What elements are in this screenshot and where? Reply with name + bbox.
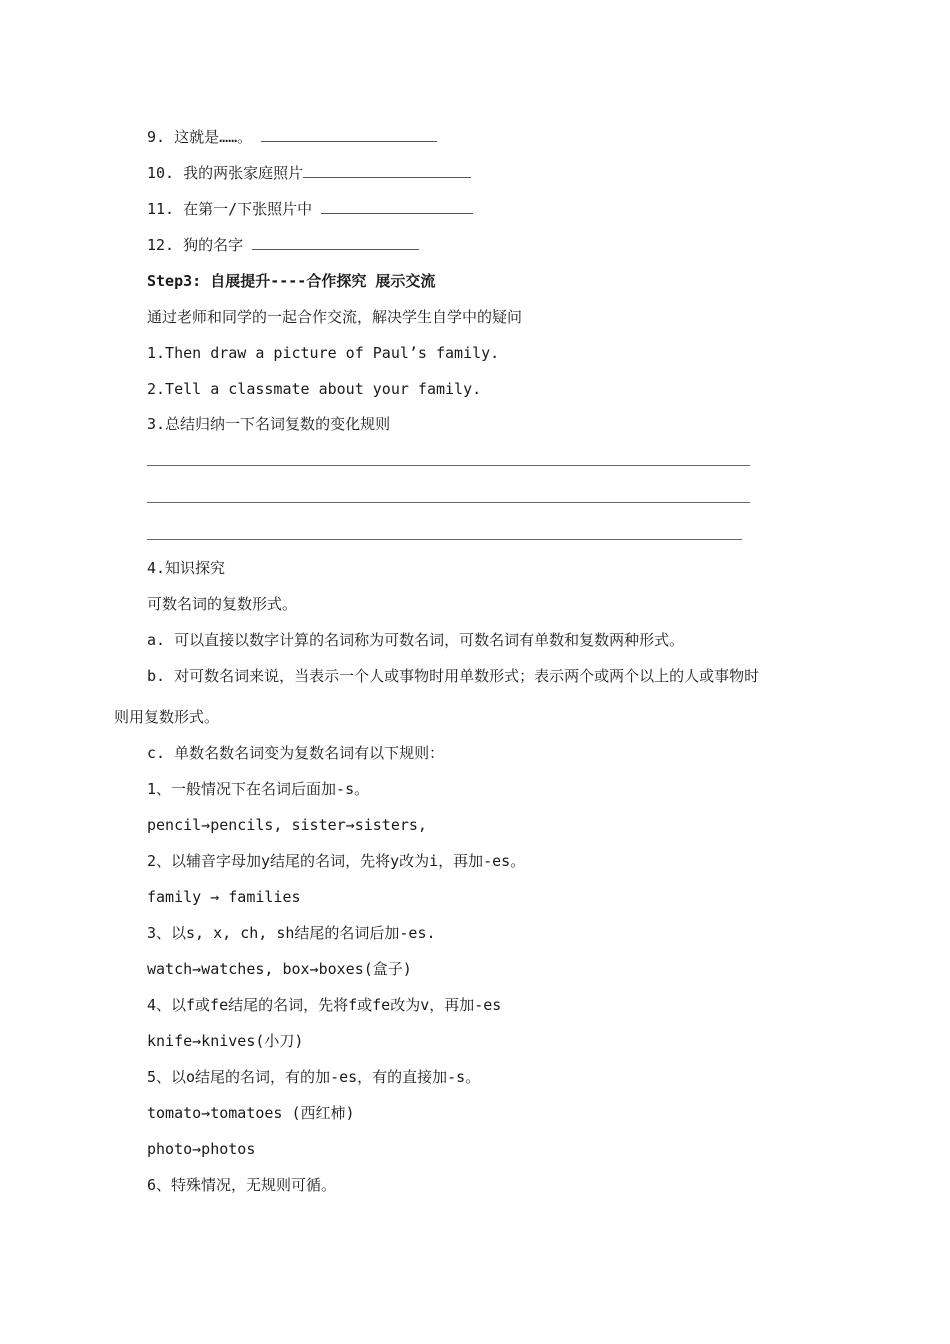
rule-2: 2、以辅音字母加y结尾的名词，先将y改为i，再加-es。 [147,852,526,870]
fill-item-number: 9. [147,128,166,146]
answer-line[interactable] [147,465,750,466]
fill-item-text: 这就是……。 [174,128,253,146]
fill-item-text: 狗的名字 [183,236,244,254]
fill-item-text: 我的两张家庭照片 [183,164,304,182]
fill-item-number: 12. [147,236,175,254]
answer-line[interactable] [147,539,742,540]
step3-intro: 通过老师和同学的一起合作交流，解决学生自学中的疑问 [147,308,523,326]
fill-item-9 [147,127,437,147]
rule-2-example: family → families [147,888,301,906]
fill-item-10 [147,163,471,183]
answer-blank[interactable] [303,163,471,178]
point-b-line1: b. 对可数名词来说，当表示一个人或事物时用单数形式；表示两个或两个以上的人或事物时 [147,667,760,685]
fill-item-12 [147,235,419,255]
answer-blank[interactable] [321,199,473,214]
rule-4: 4、以f或fe结尾的名词，先将f或fe改为v，再加-es [147,996,502,1014]
knowledge-subtitle: 可数名词的复数形式。 [147,595,298,613]
answer-blank[interactable] [261,127,437,142]
rule-3-example: watch→watches, box→boxes(盒子) [147,960,412,978]
rule-1: 1、一般情况下在名词后面加-s。 [147,780,370,798]
fill-item-number: 10. [147,164,175,182]
knowledge-title: 4.知识探究 [147,559,226,577]
fill-item-text: 在第一/下张照片中 [183,200,313,218]
rule-5: 5、以o结尾的名词，有的加-es，有的直接加-s。 [147,1068,481,1086]
rule-1-example: pencil→pencils, sister→sisters, [147,816,427,834]
point-a: a. 可以直接以数字计算的名词称为可数名词，可数名词有单数和复数两种形式。 [147,631,685,649]
rule-5-example-1: tomato→tomatoes (西红柿) [147,1104,355,1122]
fill-item-11 [147,199,473,219]
task-1: 1.Then draw a picture of Paul’s family. [147,344,500,362]
point-c: c. 单数名数名词变为复数名词有以下规则： [147,744,445,762]
rule-5-example-2: photo→photos [147,1140,256,1158]
rule-6: 6、特殊情况，无规则可循。 [147,1176,337,1194]
answer-blank[interactable] [252,235,419,250]
rule-3: 3、以s, x, ch, sh结尾的名词后加-es. [147,924,436,942]
step3-heading: Step3: 自展提升----合作探究 展示交流 [147,272,436,290]
rule-4-example: knife→knives(小刀) [147,1032,304,1050]
task-3: 3.总结归纳一下名词复数的变化规则 [147,415,391,433]
point-b-line2: 则用复数形式。 [114,708,220,726]
task-2: 2.Tell a classmate about your family. [147,380,482,398]
fill-item-number: 11. [147,200,175,218]
answer-line[interactable] [147,502,750,503]
